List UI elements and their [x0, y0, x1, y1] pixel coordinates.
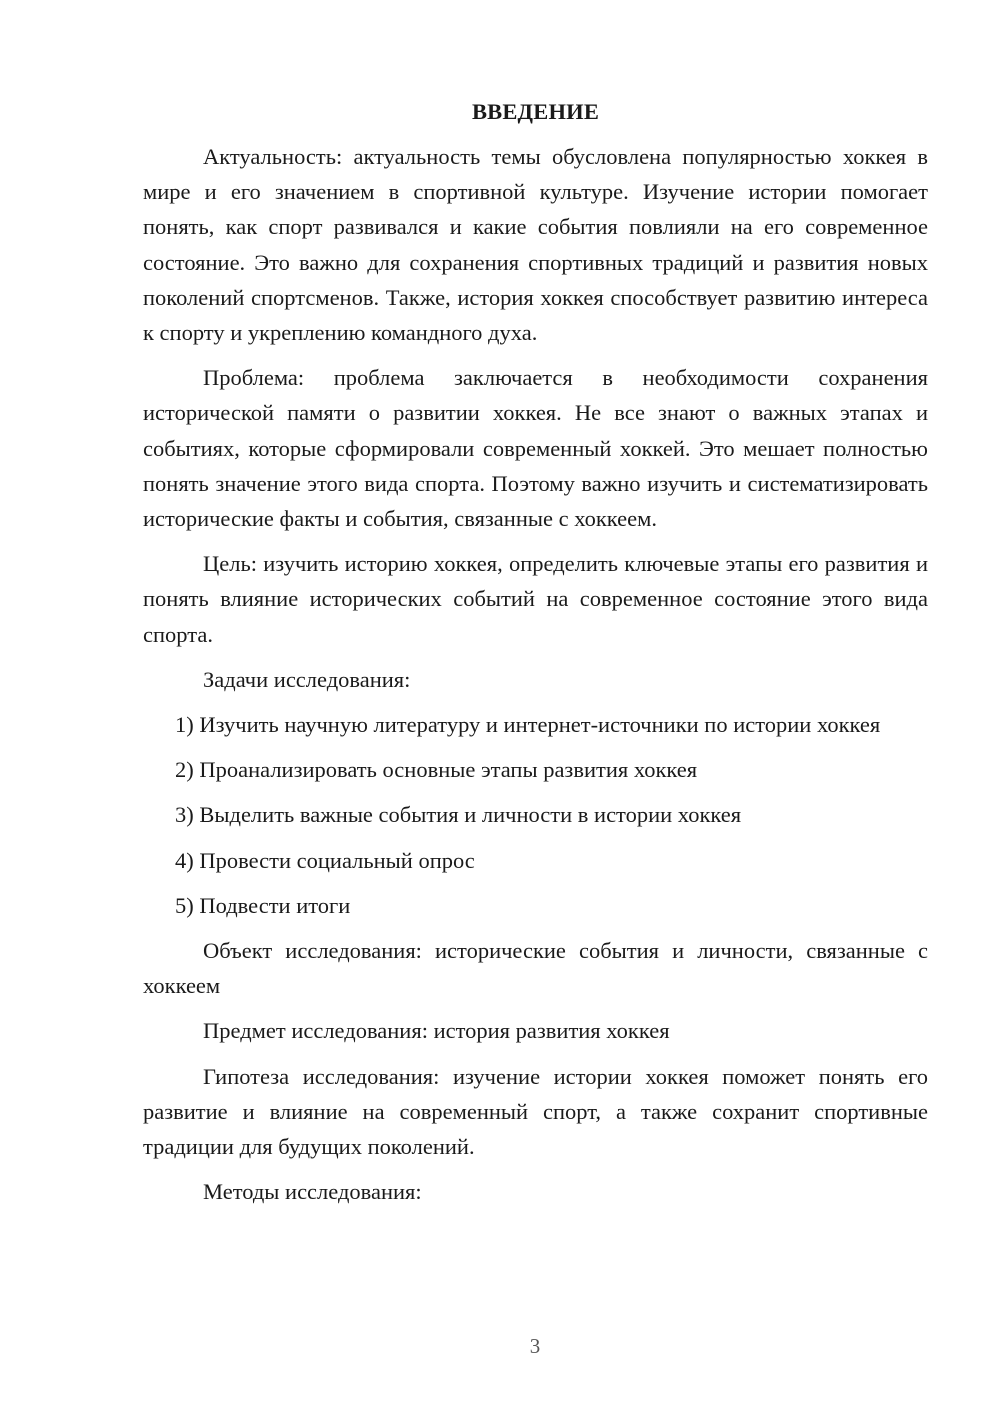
task-item-3: 3) Выделить важные события и личности в истории хоккея: [175, 802, 742, 828]
methods-heading: Методы исследования:: [203, 1179, 422, 1205]
page-number: 3: [529, 1334, 541, 1358]
tasks-heading: Задачи исследования:: [203, 666, 411, 692]
task-item-2: 2) Проанализировать основные этапы развития хоккея: [175, 757, 698, 783]
goal-paragraph: Цель: изучить историю хоккея, определить ключевые этапы его развития и понять влияние исторических событий на современное состояние этого вида спорта.: [143, 551, 928, 647]
page-content: [143, 94, 928, 1219]
task-item-1: 1) Изучить научную литературу и интернет-источники по истории хоккея: [175, 712, 881, 738]
task-item-5: 5) Подвести итоги: [175, 892, 351, 918]
subject-paragraph: Предмет исследования: история развития хоккея: [203, 1018, 670, 1044]
task-item-4: 4) Провести социальный опрос: [175, 847, 475, 873]
relevance-paragraph: Актуальность: актуальность темы обусловлена популярностью хоккея в мире и его значением в спортивной культуре. Изучение истории помогает понять, как спорт развивался и какие события повлияли на его современное состояние. Это важно для сохранения спортивных традиций и развития новых поколений спортсменов. Также, история хоккея способствует развитию интереса к спорту и укреплению командного духа.: [143, 144, 928, 346]
page-title: ВВЕДЕНИЕ: [471, 99, 600, 124]
problem-paragraph: Проблема: проблема заключается в необходимости сохранения исторической памяти о развитии хоккея. Не все знают о важных этапах и событиях, которые сформировали современный хоккей. Это мешает полностью понять значение этого вида спорта. Поэтому важно изучить и систематизировать исторические факты и события, связанные с хоккеем.: [143, 365, 928, 532]
object-paragraph: Объект исследования: исторические события и личности, связанные с хоккеем: [143, 938, 928, 999]
hypothesis-paragraph: Гипотеза исследования: изучение истории хоккея поможет понять его развитие и влияние на современный спорт, а также сохранит спортивные традиции для будущих поколений.: [143, 1063, 928, 1160]
